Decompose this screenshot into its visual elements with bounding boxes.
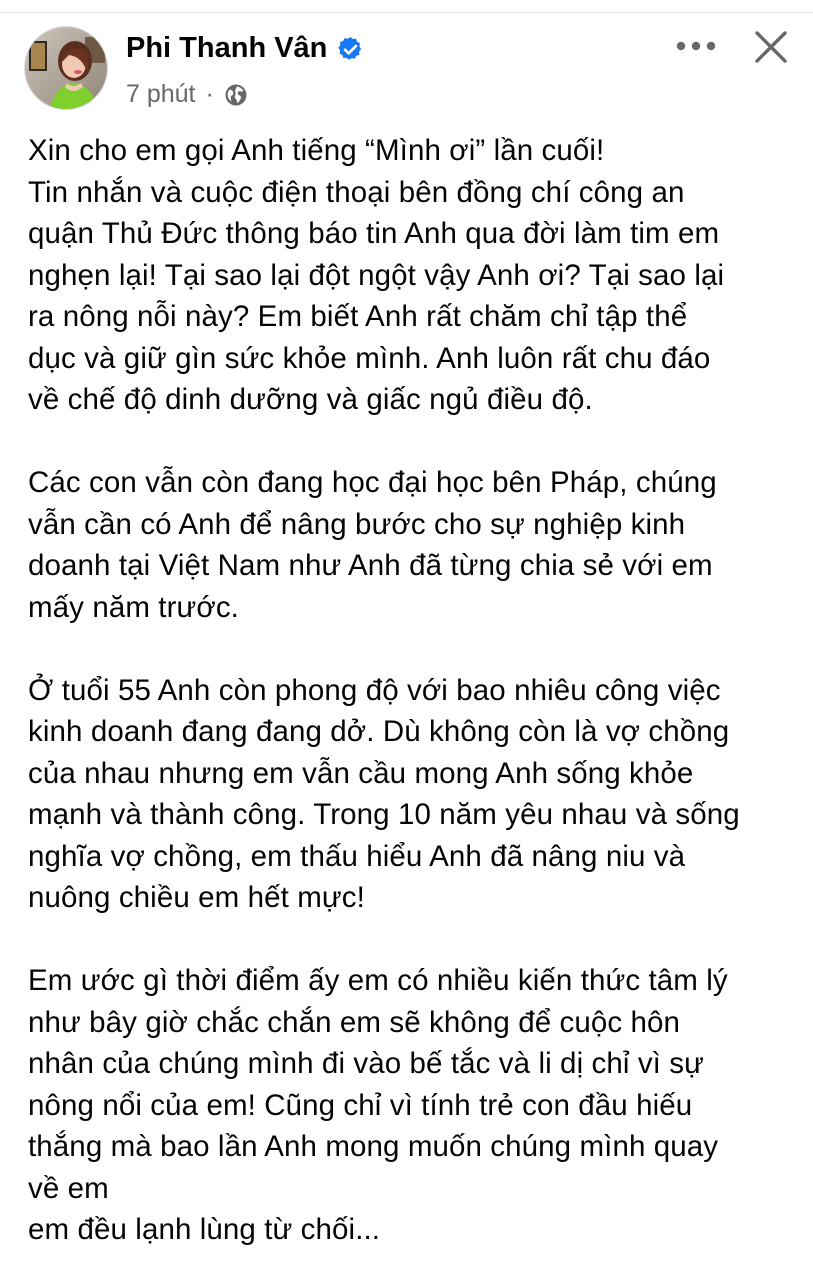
post-line: mạnh và thành công. Trong 10 năm yêu nhau và sống xyxy=(28,798,740,831)
post-line: nuông chiều em hết mực! xyxy=(28,881,365,914)
post-line: Tin nhắn và cuộc điện thoại bên đồng chí công an xyxy=(28,175,685,209)
post-line: Các con vẫn còn đang học đại học bên Pháp, chúng xyxy=(28,466,717,499)
post-line: Em ước gì thời điểm ấy em có nhiều kiến thức tâm lý xyxy=(28,964,728,997)
verified-badge-icon xyxy=(337,36,364,63)
post-paragraph xyxy=(28,130,798,421)
post-body xyxy=(28,130,798,1251)
close-icon xyxy=(754,30,788,64)
post-line: của nhau nhưng em vẫn cầu mong Anh sống khỏe xyxy=(28,756,694,790)
post-line: em đều lạnh lùng từ chối... xyxy=(28,1213,381,1246)
post-line: thắng mà bao lần Anh mong muốn chúng mình quay xyxy=(28,1130,719,1163)
post-timestamp[interactable]: 7 phút xyxy=(126,80,196,108)
post-paragraph xyxy=(28,960,798,1251)
close-button[interactable] xyxy=(748,24,794,70)
globe-icon[interactable] xyxy=(224,83,248,107)
post-line: dục và giữ gìn sức khỏe mình. Anh luôn rất chu đáo xyxy=(28,341,711,375)
post-line: doanh tại Việt Nam như Anh đã từng chia sẻ với em xyxy=(28,549,713,582)
post-line: nông nổi của em! Cũng chỉ vì tính trẻ con đầu hiếu xyxy=(28,1088,693,1122)
post-paragraph xyxy=(28,462,798,628)
post-paragraph xyxy=(28,670,798,919)
paragraph-gap xyxy=(28,628,798,670)
post-line: nhân của chúng mình đi vào bế tắc và li dị chỉ vì sự xyxy=(28,1047,704,1080)
post-header xyxy=(0,0,813,120)
post-line: mấy năm trước. xyxy=(28,590,239,624)
post-line: về chế độ dinh dưỡng và giấc ngủ điều độ. xyxy=(28,383,593,416)
post-line: ra nông nỗi này? Em biết Anh rất chăm chỉ tập thể xyxy=(28,300,688,333)
paragraph-gap xyxy=(28,421,798,463)
post-line: quận Thủ Đức thông báo tin Anh qua đời làm tim em xyxy=(28,217,720,250)
paragraph-gap xyxy=(28,919,798,961)
post-line: nghĩa vợ chồng, em thấu hiểu Anh đã nâng niu và xyxy=(28,839,686,873)
avatar[interactable] xyxy=(24,26,108,110)
post-line: nghẹn lại! Tại sao lại đột ngột vậy Anh ơi? Tại sao lại xyxy=(28,258,725,292)
author-name[interactable] xyxy=(126,32,364,65)
post-line: về em xyxy=(28,1171,109,1205)
author-name-text[interactable]: Phi Thanh Vân xyxy=(126,32,328,64)
post-line: Ở tuổi 55 Anh còn phong độ với bao nhiêu công việc xyxy=(28,673,721,707)
post-line: vẫn cần có Anh để nâng bước cho sự nghiệp kinh xyxy=(28,507,686,541)
post-line: như bây giờ chắc chắn em sẽ không để cuộc hôn xyxy=(28,1005,681,1039)
more-options-button[interactable] xyxy=(670,26,722,66)
more-horizontal-icon xyxy=(676,41,716,51)
post-line: kinh doanh đang đang dở. Dù không còn là vợ chồng xyxy=(28,715,730,748)
meta-separator: · xyxy=(205,80,214,108)
post-line: Xin cho em gọi Anh tiếng “Mình ơi” lần cuối! xyxy=(28,134,605,167)
post-meta xyxy=(126,80,248,109)
